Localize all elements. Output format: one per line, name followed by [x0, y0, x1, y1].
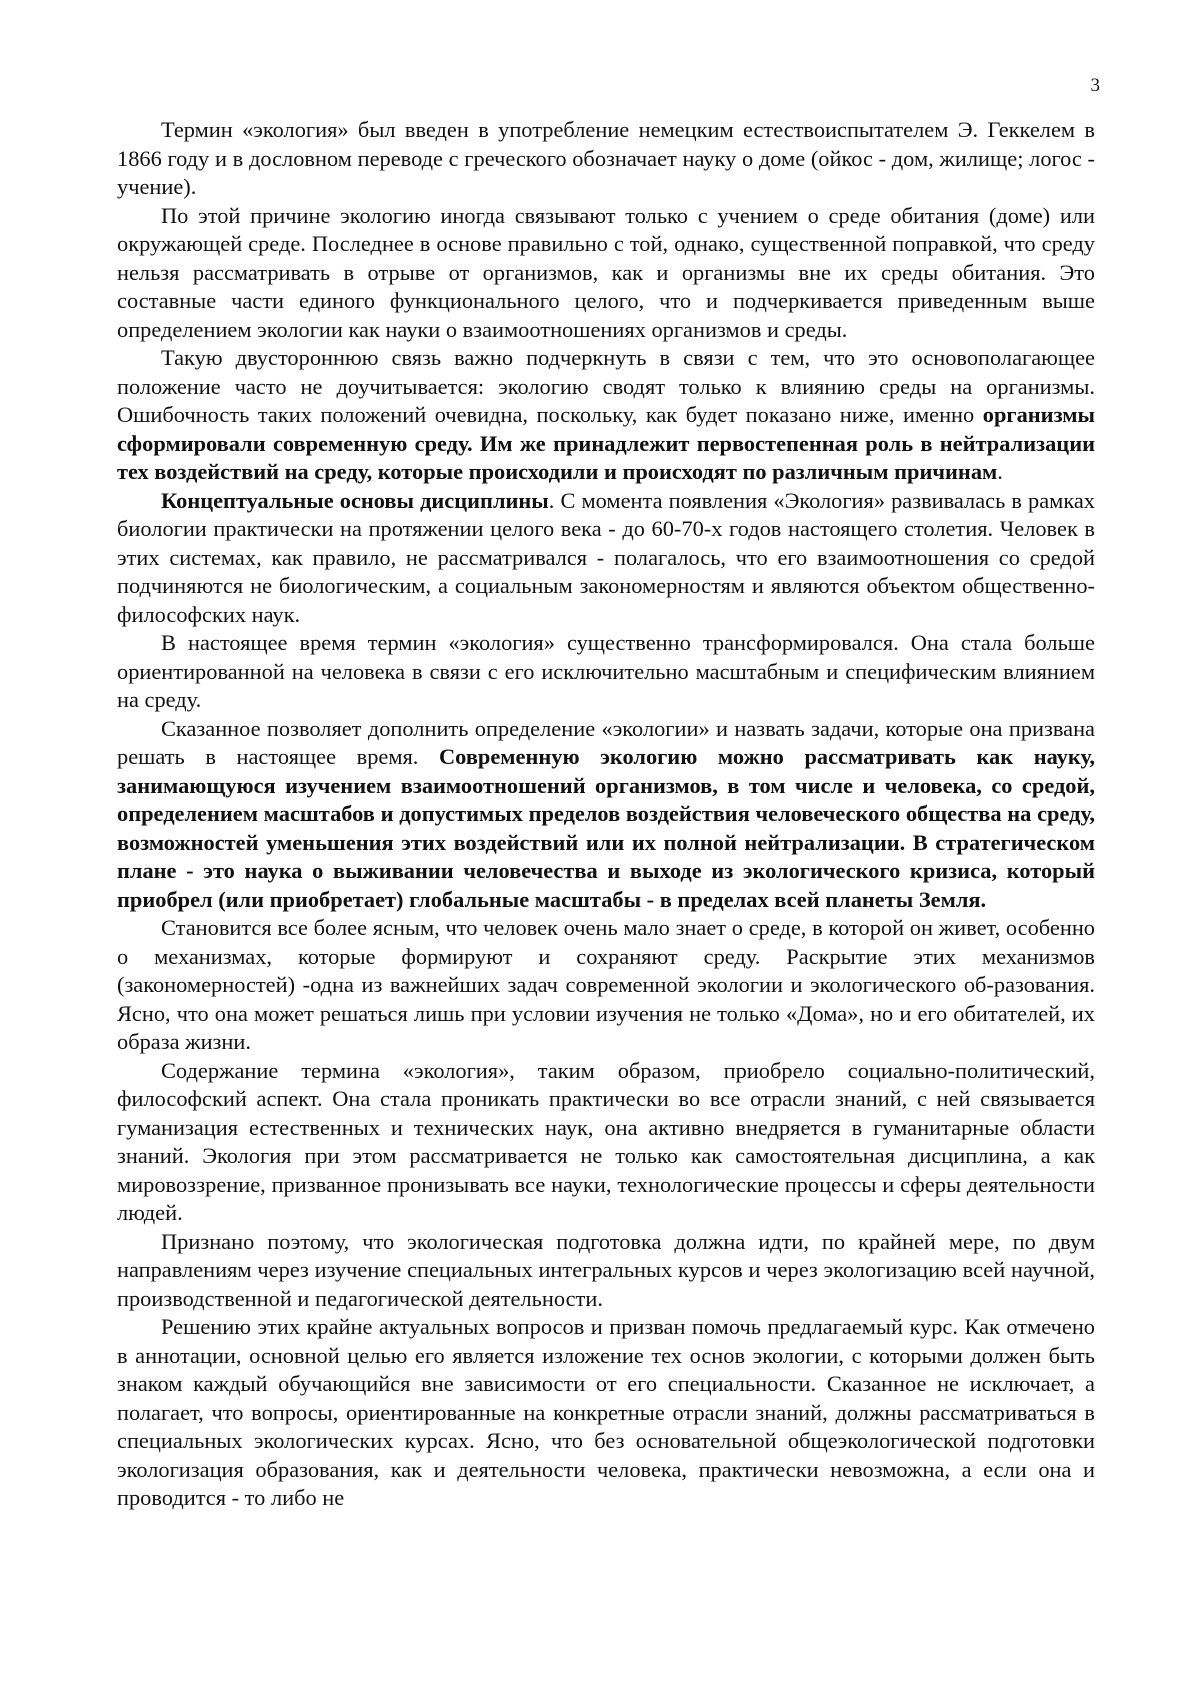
paragraph: [117, 487, 1095, 630]
text-segment: В настоящее время термин «экология» существенно трансформировался. Она стала больше ориентированной на человека в связи с его исключительно масштабным и специфическим влиянием на среду.: [117, 630, 1095, 712]
paragraph: [117, 202, 1095, 345]
paragraph: [117, 1057, 1095, 1228]
text-segment: Содержание термина «экология», таким образом, приобрело социально-политический, философский аспект. Она стала проникать практически во все отрасли знаний, с ней связывается гуманизация естественных и технических наук, она активно внедряется в гуманитарные области знаний. Экология при этом рассматривается не только как самостоятельная дисциплина, а как мировоззрение, призванное пронизывать все науки, технологические процессы и сферы деятельности людей.: [117, 1057, 1095, 1225]
paragraph: [117, 1228, 1095, 1314]
bold-text-segment: Современную экологию можно рассматривать как науку, занимающуюся изучением взаимоотношений организмов, в том числе и человека, со средой, определением масштабов и допустимых пределов воздействия человеческого общества на среду, возможностей уменьшения этих воздействий или их полной нейтрализации. В стратегическом плане - это наука о выживании человечества и выходе из экологического кризиса, который приобрел (или приобретает) глобальные масштабы - в пределах всей планеты Земля.: [117, 744, 1095, 912]
text-segment: Становится все более ясным, что человек очень мало знает о среде, в которой он живет, особенно о механизмах, которые формируют и сохраняют среду. Раскрытие этих механизмов (закономерностей) -одна из важнейших задач современной экологии и экологического об-разования. Ясно, что она может решаться лишь при условии изучения не только «Дома», но и его обитателей, их образа жизни.: [117, 915, 1095, 1054]
text-segment: Термин «экология» был введен в употребление немецким естествоиспытателем Э. Геккелем в 1866 году и в дословном переводе с греческого обозначает науку о доме (ойкос - дом, жилище; логос - учение).: [117, 117, 1095, 199]
text-segment: Решению этих крайне актуальных вопросов и призван помочь предлагаемый курс. Как отмечено в аннотации, основной целью его является изложение тех основ экологии, с которыми должен быть знаком каждый обучающийся вне зависимости от его специальности. Сказанное не исключает, а полагает, что вопросы, ориентированные на конкретные отрасли знаний, должны рассматриваться в специальных экологических курсах. Ясно, что без основательной общеэкологической подготовки экологизация образования, как и деятельности человека, практически невозможна, а если она и проводится - то либо не: [117, 1314, 1095, 1510]
paragraph: [117, 629, 1095, 715]
text-segment: Сказанное позволяет дополнить определение «экологии» и назвать задачи, которые она призвана решать в настоящее время.: [117, 715, 1095, 769]
paragraph: [117, 1313, 1095, 1513]
text-segment: Такую двустороннюю связь важно подчеркнуть в связи с тем, что это основополагающее положение часто не доучитывается: экологию сводят только к влиянию среды на организмы. Ошибочность таких положений очевидна, поскольку, как будет показано ниже, именно: [117, 345, 1095, 427]
paragraph: [117, 715, 1095, 915]
text-segment: .: [997, 459, 1003, 484]
page-number: 3: [1090, 75, 1100, 96]
bold-text-segment: организмы сформировали современную среду. Им же принадлежит первостепенная роль в нейтрализации тех воздействий на среду, которые происходили и происходят по различным причинам: [117, 402, 1095, 484]
paragraph: [117, 116, 1095, 202]
document-body: [117, 116, 1095, 1513]
text-segment: По этой причине экологию иногда связывают только с учением о среде обитания (доме) или окружающей среде. Последнее в основе правильно с той, однако, существенной поправкой, что среду нельзя рассматривать в отрыве от организмов, как и организмы вне их среды обитания. Это составные части единого функционального целого, что и подчеркивается приведенным выше определением экологии как науки о взаимоотношениях организмов и среды.: [117, 202, 1095, 342]
paragraph: [117, 914, 1095, 1057]
bold-text-segment: Концептуальные основы дисциплины: [161, 487, 549, 513]
text-segment: Признано поэтому, что экологическая подготовка должна идти, по крайней мере, по двум направлениям через изучение специальных интегральных курсов и через экологизацию всей научной, производственной и педагогической деятельности.: [117, 1228, 1095, 1311]
paragraph: [117, 344, 1095, 487]
text-segment: . С момента появления «Экология» развивалась в рамках биологии практически на протяжении целого века - до 60-70-х годов настоящего столетия. Человек в этих системах, как правило, не рассматривался - полагалось, что его взаимоотношения со средой подчиняются не биологическим, а социальным закономерностям и являются объектом общественно-философских наук.: [117, 487, 1096, 627]
